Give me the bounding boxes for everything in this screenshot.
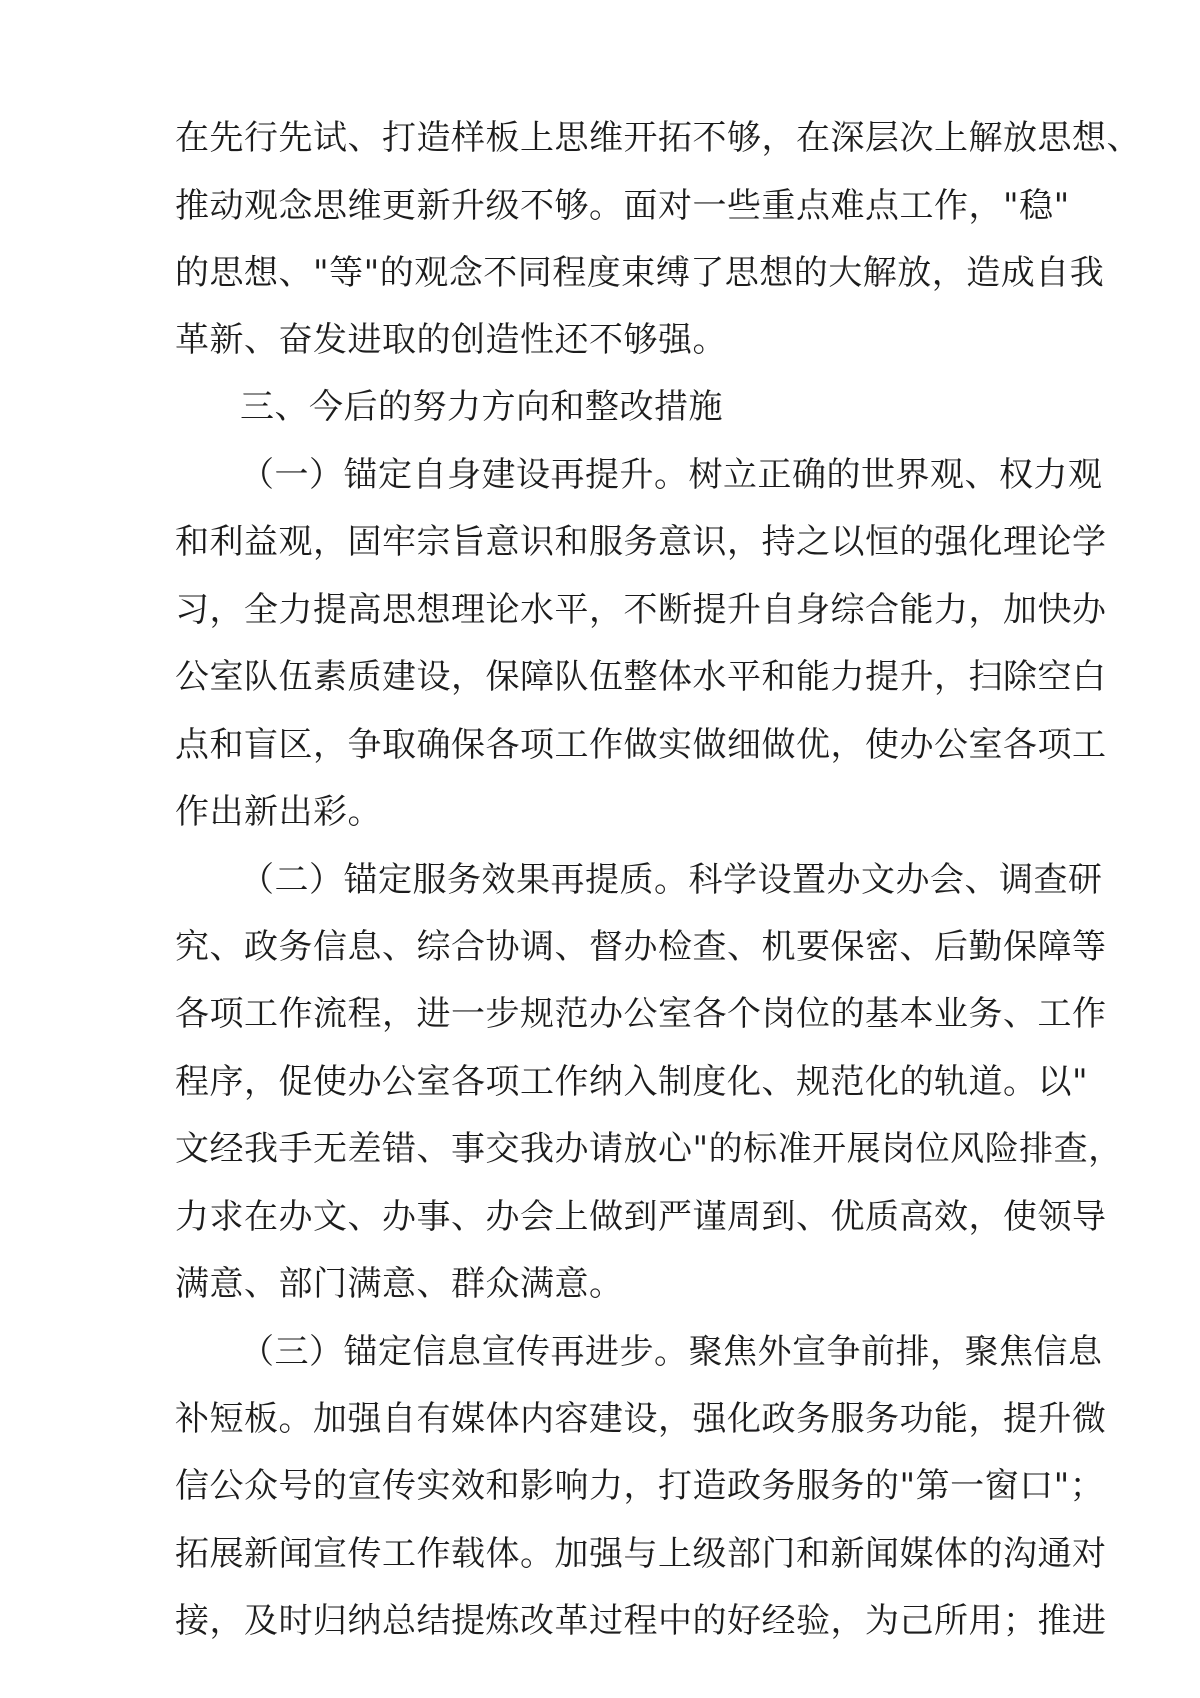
text-line: 满意、部门满意、群众满意。 [175,1264,624,1304]
paragraph-heading-line: （一）锚定自身建设再提升。树立正确的世界观、权力观 [240,455,1103,495]
text-line: 革新、奋发进取的创造性还不够强。 [175,320,727,360]
text-line: 程序，促使办公室各项工作纳入制度化、规范化的轨道。以" [175,1062,1089,1102]
text-line: 的思想、"等"的观念不同程度束缚了思想的大解放，造成自我 [175,253,1105,293]
text-line: 推动观念思维更新升级不够。面对一些重点难点工作，"稳" [175,186,1070,226]
paragraph-heading-line: （二）锚定服务效果再提质。科学设置办文办会、调查研 [240,860,1103,900]
text-line: 究、政务信息、综合协调、督办检查、机要保密、后勤保障等 [175,927,1107,967]
text-line: 信公众号的宣传实效和影响力，打造政务服务的"第一窗口"； [175,1466,1105,1506]
text-line: 力求在办文、办事、办会上做到严谨周到、优质高效，使领导 [175,1197,1107,1237]
text-line: 点和盲区，争取确保各项工作做实做细做优，使办公室各项工 [175,725,1107,765]
text-line: 作出新出彩。 [175,792,382,832]
section-heading: 三、今后的努力方向和整改措施 [240,387,723,427]
text-line: 补短板。加强自有媒体内容建设，强化政务服务功能，提升微 [175,1399,1107,1439]
text-line: 和利益观，固牢宗旨意识和服务意识，持之以恒的强化理论学 [175,522,1107,562]
text-line: 接，及时归纳总结提炼改革过程中的好经验，为己所用；推进 [175,1601,1107,1641]
text-line: 拓展新闻宣传工作载体。加强与上级部门和新闻媒体的沟通对 [175,1534,1107,1574]
text-line: 文经我手无差错、事交我办请放心"的标准开展岗位风险排查， [175,1129,1123,1169]
text-line: 公室队伍素质建设，保障队伍整体水平和能力提升，扫除空白 [175,657,1107,697]
text-line: 习，全力提高思想理论水平，不断提升自身综合能力，加快办 [175,590,1107,630]
text-line: 各项工作流程，进一步规范办公室各个岗位的基本业务、工作 [175,994,1107,1034]
paragraph-heading-line: （三）锚定信息宣传再进步。聚焦外宣争前排，聚焦信息 [240,1332,1103,1372]
text-line: 在先行先试、打造样板上思维开拓不够，在深层次上解放思想、 [175,118,1141,158]
